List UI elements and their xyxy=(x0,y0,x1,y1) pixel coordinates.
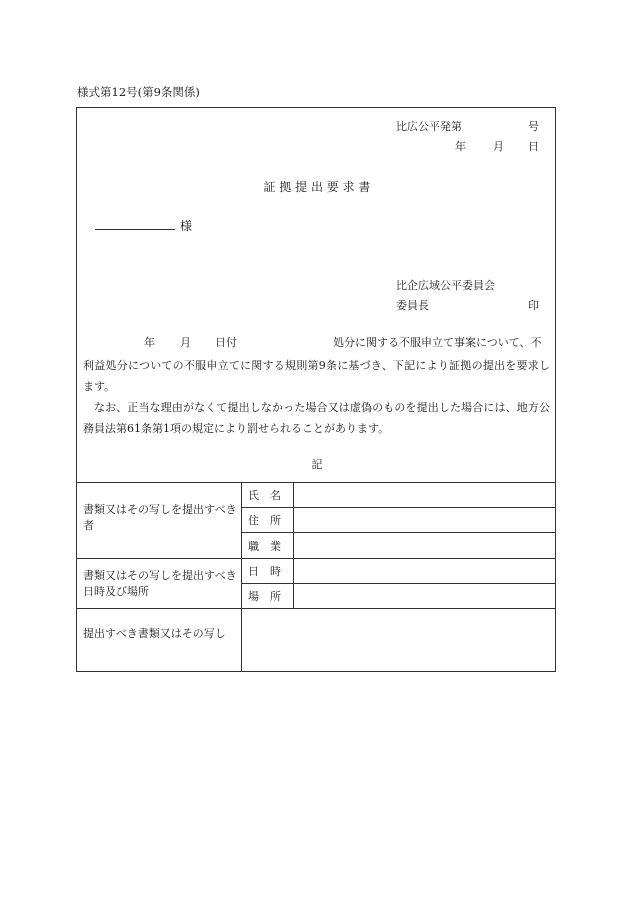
doc-number-suffix: 号 xyxy=(528,120,539,133)
field-address: 住 所 xyxy=(248,514,281,527)
body-paragraph1-rest: 利益処分についての不服申立てに関する規則第9条に基づき、下記により証拠の提出を要求します。 xyxy=(83,359,550,393)
form-frame xyxy=(76,107,556,672)
date-day: 日 xyxy=(528,140,539,153)
field-datetime: 日 時 xyxy=(248,565,281,578)
body-paragraph2: なお、正当な理由がなくて提出しなかった場合又は虚偽のものを提出した場合には、地方公務員法第61条第1項の規定により罰せられることがあります。 xyxy=(83,401,550,435)
date-year: 年 xyxy=(455,140,466,153)
body-month: 月 xyxy=(180,336,191,349)
form-number-label: 様式第12号(第9条関係) xyxy=(77,85,200,99)
row-line xyxy=(241,583,555,584)
field-name: 氏 名 xyxy=(248,489,281,502)
issuer-org: 比企広域公平委員会 xyxy=(396,279,495,292)
row-line xyxy=(77,608,555,609)
body-paragraph1-head: 処分に関する不服申立て事案について、不 xyxy=(333,336,542,349)
body-year: 年 xyxy=(144,336,155,349)
row2-label: 書類又はその写しを提出すべき日時及び場所 xyxy=(83,569,237,598)
issuer-seal: 印 xyxy=(528,299,539,312)
table-col1-line xyxy=(241,482,242,671)
table-top-line xyxy=(77,482,555,483)
addressee-suffix: 様 xyxy=(180,219,193,233)
ki-label: 記 xyxy=(311,458,323,471)
field-occupation: 職 業 xyxy=(248,540,281,553)
row1-label: 書類又はその写しを提出すべき者 xyxy=(83,503,237,532)
table-col2-line xyxy=(293,482,294,608)
date-month: 月 xyxy=(493,140,504,153)
issuer-chair: 委員長 xyxy=(396,299,429,312)
row-line xyxy=(77,558,555,559)
document-title: 証 拠 提 出 要 求 書 xyxy=(263,180,371,194)
row3-label: 提出すべき書類又はその写し xyxy=(83,627,226,640)
doc-number-prefix: 比広公平発第 xyxy=(396,120,462,133)
row-line xyxy=(241,507,555,508)
body-day: 日付 xyxy=(215,336,237,349)
addressee-blank-line xyxy=(95,229,175,230)
field-place: 場 所 xyxy=(248,590,281,603)
row-line xyxy=(241,532,555,533)
